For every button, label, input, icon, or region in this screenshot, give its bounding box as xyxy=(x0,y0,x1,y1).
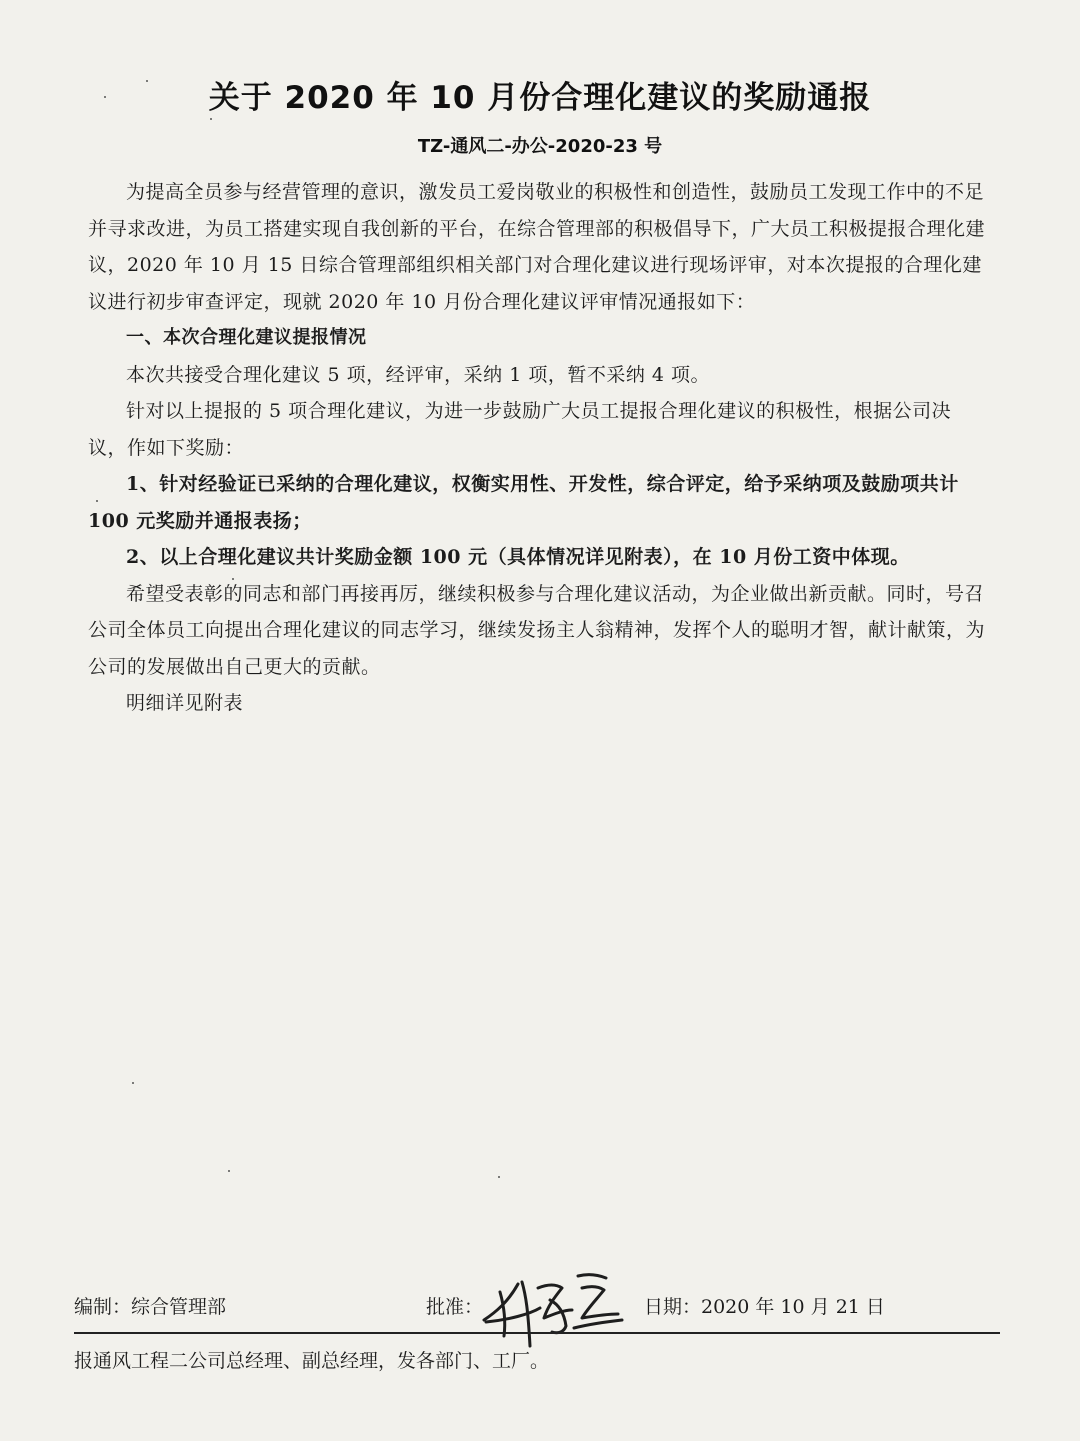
intro-paragraph: 为提高全员参与经营管理的意识，激发员工爱岗敬业的积极性和创造性，鼓励员工发现工作中的不足并寻求改进，为员工搭建实现自我创新的平台，在综合管理部的积极倡导下，广大员工积极提报合理化建议，2020 年 10 月 15 日综合管理部组织相关部门对合理化建议进行现场评审，对本次提报的合理化建议进行初步审查评定，现就 2020 年 10 月份合理化建议评审情况通报如下： xyxy=(88,181,986,313)
summary-paragraph: 本次共接受合理化建议 5 项，经评审，采纳 1 项，暂不采纳 4 项。 xyxy=(126,363,711,386)
document-body xyxy=(88,174,988,722)
scan-speck xyxy=(232,578,234,580)
document-title: 关于 2020 年 10 月份合理化建议的奖励通报 xyxy=(208,80,872,116)
scan-speck xyxy=(104,96,106,98)
scan-speck xyxy=(146,80,148,82)
issue-date: 日期：2020 年 10 月 21 日 xyxy=(644,1296,885,1318)
scan-speck xyxy=(498,1176,500,1178)
hope-paragraph: 希望受表彰的同志和部门再接再厉，继续积极参与合理化建议活动，为企业做出新贡献。同时，号召公司全体员工向提出合理化建议的同志学习，继续发扬主人翁精神，发挥个人的聪明才智，献计献策，为公司的发展做出自己更大的贡献。 xyxy=(88,582,986,678)
reward-intro-paragraph: 针对以上提报的 5 项合理化建议，为进一步鼓励广大员工提报合理化建议的积极性，根据公司决议，作如下奖励： xyxy=(88,400,952,459)
footer-divider xyxy=(74,1332,1000,1334)
section-heading: 一、本次合理化建议提报情况 xyxy=(126,327,367,348)
scan-speck xyxy=(210,118,212,120)
distribution-list: 报通风工程二公司总经理、副总经理，发各部门、工厂。 xyxy=(74,1350,550,1372)
prepared-by: 编制：综合管理部 xyxy=(74,1296,227,1318)
scan-speck xyxy=(96,500,98,502)
scan-speck xyxy=(228,1170,230,1172)
reward-item-1: 1、针对经验证已采纳的合理化建议，权衡实用性、开发性，综合评定，给予采纳项及鼓励项共计 100 元奖励并通报表扬； xyxy=(88,473,959,532)
reward-item-2: 2、以上合理化建议共计奖励金额 100 元（具体情况详见附表），在 10 月份工资中体现。 xyxy=(126,546,910,568)
attachment-note: 明细详见附表 xyxy=(126,692,244,714)
document-number: TZ-通风二-办公-2020-23 号 xyxy=(417,136,663,157)
scan-speck xyxy=(132,1082,134,1084)
approved-label: 批准： xyxy=(426,1296,484,1318)
handwritten-signature-icon xyxy=(478,1262,638,1352)
